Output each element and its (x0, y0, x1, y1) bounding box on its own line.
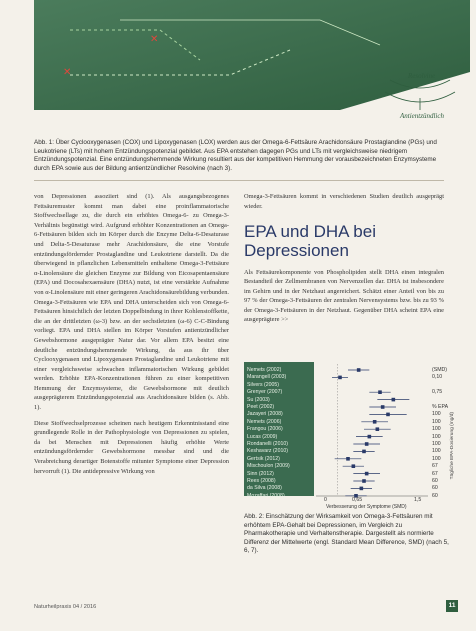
effect-point (338, 376, 342, 380)
study-label: Grenyer (2007) (247, 389, 283, 396)
study-value-label: 100 (432, 411, 441, 418)
effect-point (368, 435, 372, 439)
study-label: Keshavarz (2010) (247, 448, 288, 455)
study-label: Nemets (2002) (247, 367, 282, 373)
effect-point (381, 405, 385, 409)
axis-tick: 0 (324, 497, 327, 503)
study-label: Lucas (2009) (247, 433, 278, 440)
label-antientzuendlich: Antientzündlich (400, 112, 444, 120)
study-label: da Silva (2008) (247, 485, 282, 492)
study-label: Rees (2008) (247, 478, 276, 484)
effect-point (365, 472, 369, 476)
study-value-label: 60 (432, 478, 438, 484)
right-intro-text: Omega-3-Fettsäuren kommt in verschiedenen Studien deutlich ausgeprägt wieder. (244, 193, 444, 210)
left-paragraph-1: von Depressionen assoziiert sind (1). Als ausgangsbezogenes Fettsäuremuster kommt man dabei eine proinflammatorische Stoffwechsellage zu, die durch ein erhöhtes Omega-6- zu Omega-3-Verhältnis begünstigt wird. Aufgrund erhöhter Konzentrationen an Omega-6-Fettsäuren bilden sich im Körper durch die Enzyme Delta-6-Desaturase und Delta-5-Desaturase mehr Arachidonsäure, die eine Vorstufe entzündungsfördernder Prostaglandine und Leukotriene darstellt. Da die überwiegend in pflanzlichen Lebensmitteln enthaltene Omega-3-Fettsäure α-Linolensäure die gleichen Enzyme zur Bildung von Eicosapentaensäure (EPA) und Docosahexaensäure (DHA) nutzt, ist eine verstärkte Aufnahme von α-Linolensäure mit einer geringeren Arachidonsäurebildung verbunden. Omega-3-Fettsäuren wie EPA und DHA unterscheiden sich von Omega-6-Fettsäuren hinsichtlich der letzten Doppelbindung in ihrer Kohlenstoffkette, die an der drittletzten (ω-3) bzw. an der sechstletzten (ω-6) C-C-Bindung vorliegt. EPA und DHA stellen im Körper Vorstufen antientzündlicher Gewebshormone ausgeprägter Natur dar. Vor allem EPA besitzt eine deutliche entzündungshemmende Wirkung, da aus ihr über Cyclooxygenasen und Lipoxygenasen Prostaglandine und Leukotriene mit einer vergleichsweise schwachen inflammatorischen Wirkung gebildet werden. Erhöhte EPA-Konzentrationen führen zu einer kompetitiven Hemmung der Enzymsysteme, die Gewebshormone mit deutlich ausgeprägterem Entzündungspotenzial aus Arachidonsäure bilden (s. Abb. 1). (34, 193, 229, 412)
study-value-label: 100 (432, 441, 441, 447)
study-value-label: 100 (432, 455, 441, 462)
footer-source: Naturheilpraxis 04 / 2016 (34, 604, 97, 610)
inhibit-mark-icon: ✕ (63, 67, 72, 78)
effect-point (378, 390, 382, 394)
effect-point (362, 450, 366, 454)
axis-title: Verbesserung der Symptome (SMD) (326, 504, 407, 510)
study-label: Frangou (2006) (247, 426, 283, 433)
figure-1-caption: Abb. 1: Über Cyclooxygenasen (COX) und Lipoxygenasen (LOX) werden aus der Omega-6-Fettsäure Arachidonsäure Prostaglandine (PGs) und Leukotriene (LTs) mit hohem Entzündungspotenzial gebildet. Aus EPA entstehen dagegen PGs und LTs mit vergleichsweise niedrigem Entzündungspotenzial. Eine entzündungshemmende Wirkung resultiert aus der kompetitiven Hemmung der vorausbezeichneten Enzymsysteme durch EPA sowie aus der Bildung antientzündlicher Resolvine (nach 3). (34, 139, 437, 172)
right-body-text: Als Fettsäurekomponente von Phospholipiden stellt DHA einen integralen Bestandteil der Zellmembranen von Nervenzellen dar. DHA ist insbesondere im Gehirn und in der Netzhaut angereichert. Schätzt einer Anteil von bis zu 97 % der Omega-3-Fettsäuren der zentralen Nervensystems bzw. bis zu 93 % der Omega-3-Fettsäuren in der Netzhaut. Gegenüber DHA scheint EPA eine ausgeprägtere >> (244, 269, 444, 324)
left-column (34, 192, 229, 482)
divider (34, 180, 444, 181)
study-value-label: 100 (432, 418, 441, 425)
effect-point (376, 427, 380, 431)
effect-point (392, 398, 396, 402)
study-value-label: 0,10 (432, 374, 443, 381)
study-value-label: 100 (432, 433, 441, 440)
study-label: Sinn (2012) (247, 470, 274, 477)
effect-point (386, 413, 390, 417)
study-label: Mischoulon (2009) (247, 463, 290, 470)
effect-point (362, 479, 366, 483)
study-value-label: 100 (432, 448, 441, 455)
axis-tick: 1,5 (414, 497, 422, 503)
study-value-label: 67 (432, 463, 438, 470)
effect-point (360, 487, 364, 491)
study-value-label: 100 (432, 426, 441, 433)
study-value-label: 67 (432, 470, 438, 477)
figure-2-caption: Abb. 2: Einschätzung der Wirksamkeit von Omega-3-Fettsäuren mit erhöhtem EPA-Gehalt bei Depressionen, im Vergleich zu Pharmakotherapie und Verhaltenstherapie. Dargestellt als normierte Differenz der Mittelwerte (engl. Standard Mean Difference, SMD) (nach 5, 6, 7). (244, 513, 449, 555)
study-label: Silvers (2005) (247, 381, 280, 388)
effect-point (357, 368, 361, 372)
study-label: Gertsik (2012) (247, 455, 280, 462)
study-label: Su (2003) (247, 396, 270, 403)
pathway-diagram (0, 0, 476, 128)
section-heading: EPA und DHA bei Depressionen (244, 222, 376, 260)
study-label: Rondanelli (2010) (247, 441, 288, 447)
axis-tick: 0,65 (352, 497, 363, 503)
study-value-label: (SMD) (432, 367, 447, 373)
effect-point (352, 464, 356, 468)
study-value-label: % EPA (432, 404, 449, 410)
study-value-label: 60 (432, 492, 438, 499)
study-label: Jazayeri (2008) (247, 411, 283, 418)
forest-side-label: Tägliche EPA-Dosierung (mg/d) (450, 412, 455, 480)
study-label: Peet (2002) (247, 404, 275, 410)
effect-point (365, 442, 369, 446)
effect-point (373, 420, 377, 424)
study-label: Mozaffari (2008) (247, 492, 285, 499)
left-paragraph-2: Diese Stoffwechselprozesse scheinen nach heutigem Erkenntnisstand eine grundlegende Rolle in der Pathophysiologie von Depressionen zu spielen, da bei Menschen mit Depressionen häufig erhöhte Werte entzündungsfördernder Gewebshormone messbar sind und die Verabreichung derartiger Botenstoffe mitunter Symptome einer Depression hervorruft (1). Die antidepressive Wirkung von (34, 419, 229, 475)
effect-point (346, 457, 350, 461)
pathway-figure (0, 0, 476, 128)
page-number: 11 (446, 600, 458, 612)
inhibit-mark-icon: ✕ (150, 34, 159, 45)
label-resolvine: Resolvine (408, 72, 436, 80)
study-value-label: 0,75 (432, 389, 443, 396)
study-label: Marangell (2003) (247, 374, 287, 381)
study-label: Nemets (2006) (247, 418, 282, 425)
forest-plot (244, 362, 466, 510)
study-value-label: 60 (432, 485, 438, 492)
